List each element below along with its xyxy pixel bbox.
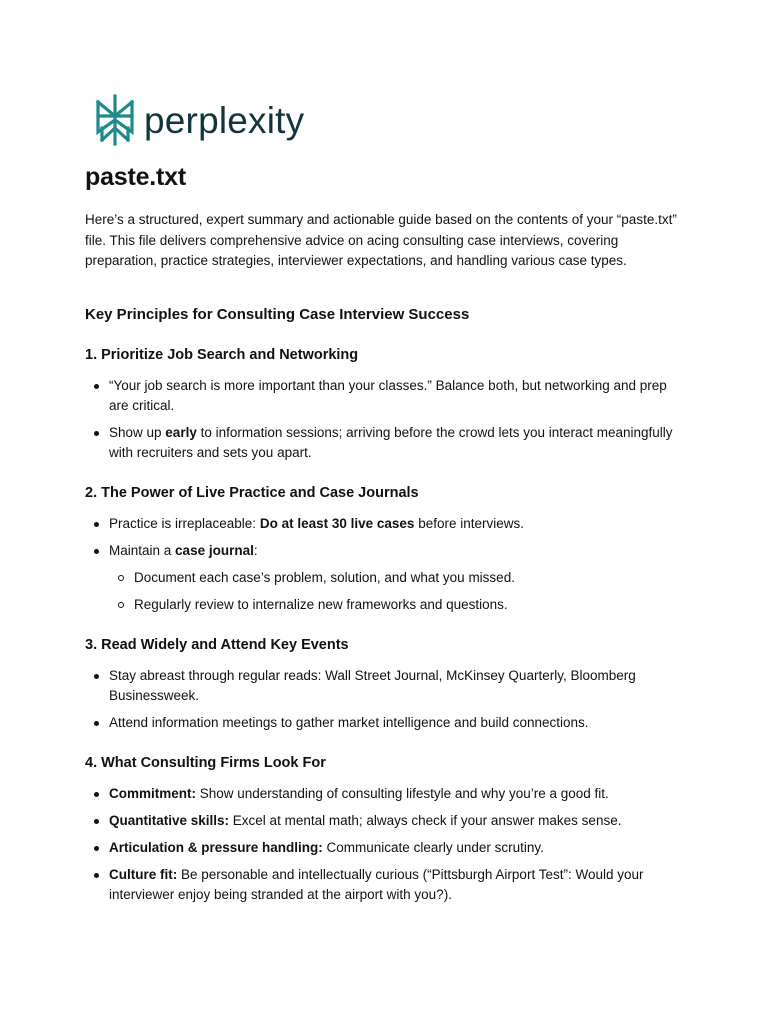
list-item	[85, 541, 685, 615]
list-item-text: Practice is irreplaceable:	[109, 515, 260, 531]
intro-paragraph: Here’s a structured, expert summary and actionable guide based on the contents of your “paste.txt” file. This file delivers comprehensive advice on acing consulting case interviews, covering preparation, practice strategies, interviewer expectations, and handling various case types.	[85, 212, 677, 269]
bullet-list	[85, 666, 685, 733]
list-item-emphasis: Articulation & pressure handling:	[109, 839, 323, 855]
list-item	[85, 865, 685, 905]
list-item-emphasis: Culture fit:	[109, 866, 178, 882]
bullet-list	[85, 376, 685, 463]
list-item-text: Show understanding of consulting lifestyle and why you’re a good fit.	[196, 785, 609, 801]
bullet-list	[85, 784, 685, 905]
perplexity-logo-icon	[94, 94, 136, 146]
sub-list-item: Document each case’s problem, solution, and what you missed.	[109, 568, 685, 588]
sub-list-item: Regularly review to internalize new frameworks and questions.	[109, 595, 685, 615]
list-item-text: :	[253, 542, 258, 558]
brand-wordmark: perplexity	[144, 99, 305, 141]
list-item-emphasis: Do at least 30 live cases	[259, 515, 415, 531]
list-item-emphasis: early	[165, 424, 197, 440]
list-item-emphasis: case journal	[175, 542, 254, 558]
list-item-text: Show up	[109, 424, 166, 440]
list-item-text: Maintain a	[109, 542, 176, 558]
list-item	[85, 666, 685, 706]
list-item-text: Stay abreast through regular reads: Wall Street Journal, McKinsey Quarterly, Bloomberg Businessweek.	[109, 667, 636, 703]
sub-bullet-list	[109, 568, 685, 615]
list-item	[85, 784, 685, 804]
list-item-text: before interviews.	[414, 515, 524, 531]
list-item	[85, 514, 685, 534]
list-item	[85, 838, 685, 858]
bullet-list	[85, 514, 685, 615]
main-heading: Key Principles for Consulting Case Interview Success	[85, 305, 470, 323]
section-heading: 3. Read Widely and Attend Key Events	[85, 636, 349, 653]
list-item	[85, 811, 685, 831]
section-heading: 4. What Consulting Firms Look For	[85, 754, 326, 771]
list-item-text: Excel at mental math; always check if your answer makes sense.	[229, 812, 622, 828]
sections-container	[85, 345, 685, 905]
list-item-text: to information sessions; arriving before the crowd lets you interact meaningfully with recruiters and sets you apart.	[109, 424, 673, 460]
list-item-emphasis: Quantitative skills:	[109, 812, 230, 828]
brand-logo	[94, 92, 304, 148]
list-item-emphasis: Commitment:	[109, 785, 196, 801]
document-content	[85, 160, 685, 925]
list-item	[85, 713, 685, 733]
list-item-text: Attend information meetings to gather market intelligence and build connections.	[109, 714, 589, 730]
section-heading: 1. Prioritize Job Search and Networking	[85, 346, 359, 363]
list-item	[85, 376, 685, 416]
list-item	[85, 423, 685, 463]
list-item-text: Be personable and intellectually curious (“Pittsburgh Airport Test”: Would your interviewer enjoy being stranded at the airport with you?).	[109, 866, 644, 902]
page-title: paste.txt	[85, 163, 187, 191]
list-item-text: Communicate clearly under scrutiny.	[322, 839, 544, 855]
list-item-text: “Your job search is more important than your classes.” Balance both, but networking and prep are critical.	[109, 377, 667, 413]
section-heading: 2. The Power of Live Practice and Case Journals	[85, 484, 419, 501]
